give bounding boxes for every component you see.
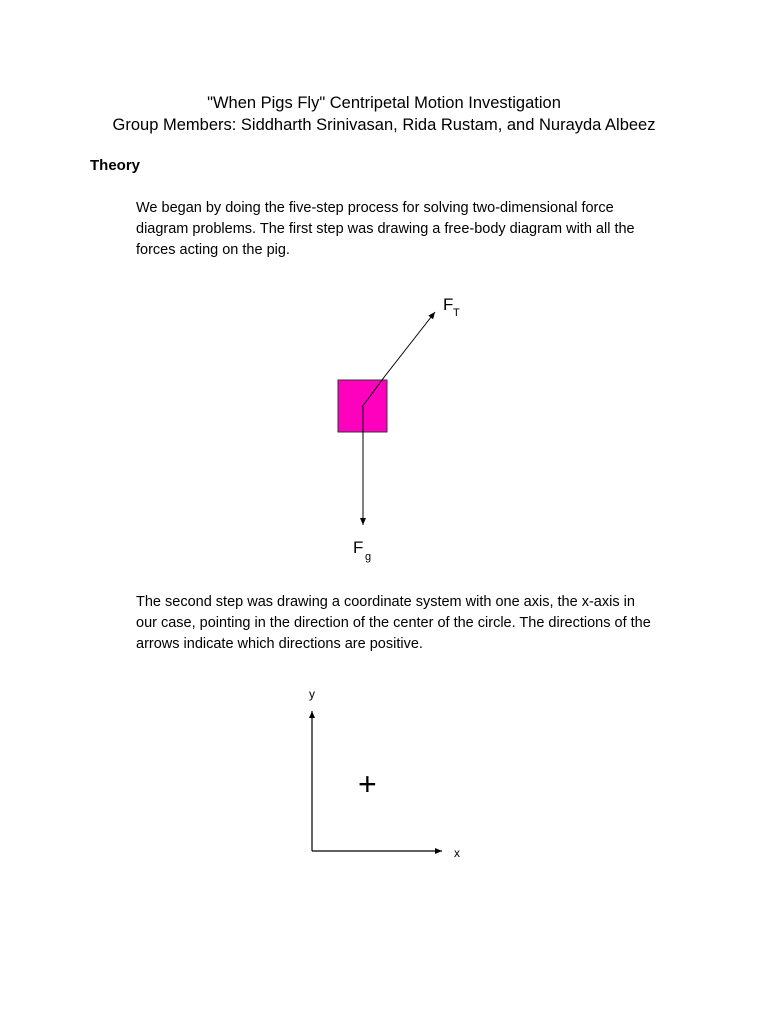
theory-heading: Theory xyxy=(90,157,141,174)
gravity-label: F xyxy=(353,538,364,557)
coordinate-system-diagram xyxy=(0,680,768,870)
theory-paragraph-1 xyxy=(136,198,696,261)
gravity-subscript: g xyxy=(365,551,372,563)
paragraph-line: The second step was drawing a coordinate system with one axis, the x-axis in xyxy=(136,594,635,610)
paragraph-line: arrows indicate which directions are positive. xyxy=(136,636,423,652)
tension-subscript: T xyxy=(453,307,460,319)
title-block xyxy=(0,92,768,136)
paragraph-line: diagram problems. The first step was drawing a free-body diagram with all the xyxy=(136,221,635,237)
document-title: "When Pigs Fly" Centripetal Motion Investigation xyxy=(207,94,561,112)
y-axis-label: y xyxy=(309,687,315,701)
paragraph-line: forces acting on the pig. xyxy=(136,242,290,258)
tension-force-arrow xyxy=(362,312,435,407)
paragraph-line: our case, pointing in the direction of the center of the circle. The directions of the xyxy=(136,615,651,631)
positive-sign: + xyxy=(358,766,377,802)
free-body-diagram xyxy=(0,280,768,570)
theory-paragraph-2 xyxy=(136,592,696,655)
x-axis-label: x xyxy=(454,846,460,860)
tension-label: F xyxy=(443,295,454,314)
paragraph-line: We began by doing the five-step process for solving two-dimensional force xyxy=(136,200,614,216)
group-members: Group Members: Siddharth Srinivasan, Rida Rustam, and Nurayda Albeez xyxy=(112,116,656,134)
